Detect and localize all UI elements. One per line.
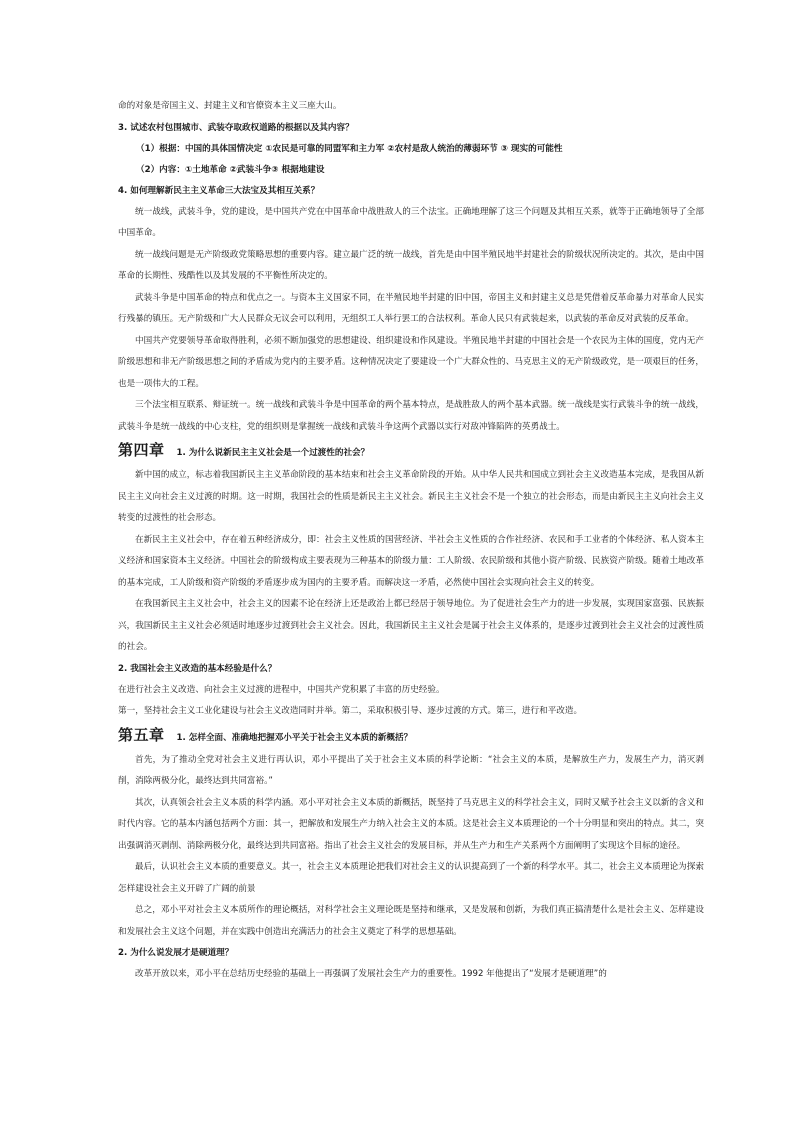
chapter-question: 1. 为什么说新民主主义社会是一个过渡性的社会？ xyxy=(176,448,370,458)
question-heading: 3. 试述农村包围城市、武装夺取政权道路的根据以及其内容？ xyxy=(118,122,354,133)
paragraph: 命的对象是帝国主义、封建主义和官僚资本主义三座大山。 xyxy=(118,101,342,111)
paragraph: 改革开放以来，邓小平在总结历史经验的基础上一再强调了发展社会生产力的重要性。1992 年他提出了“发展才是硬道理”的 xyxy=(135,969,607,979)
paragraph: 最后，认识社会主义本质的重要意义。其一，社会主义本质理论把我们对社会主义的认识提高到了一个新的科学水平。其二，社会主义本质理论为探索怎样建设社会主义开辟了广阔的前景 xyxy=(118,862,704,894)
chapter-heading xyxy=(118,723,704,750)
paragraph: 在我国新民主主义社会中，社会主义的因素不论在经济上还是政治上都已经居于领导地位。为了促进社会生产力的进一步发展，实现国家富强、民族振兴，我国新民主主义社会必须适时地逐步过渡到社会主义社会。因此，我国新民主主义社会是属于社会主义体系的，是逐步过渡到社会主义社会的过渡性质的社会。 xyxy=(118,599,704,652)
paragraph: 统一战线，武装斗争，党的建设，是中国共产党在中国革命中战胜敌人的三个法宝。正确地理解了这三个问题及其相互关系，就等于正确地领导了全部中国革命。 xyxy=(118,206,704,238)
question-heading: 2. 我国社会主义改造的基本经验是什么？ xyxy=(118,663,277,674)
paragraph: 在进行社会主义改造、向社会主义过渡的进程中，中国共产党积累了丰富的历史经验。 xyxy=(118,684,445,695)
chapter-question: 1. 怎样全面、准确地把握邓小平关于社会主义本质的新概括？ xyxy=(176,732,413,743)
question-heading: 4. 如何理解新民主主义革命三大法宝及其相互关系？ xyxy=(118,185,320,196)
paragraph: 三个法宝相互联系、辩证统一。统一战线和武装斗争是中国革命的两个基本特点，是战胜敌人的两个基本武器。统一战线是实行武装斗争的统一战线，武装斗争是统一战线的中心支柱，党的组织则是掌握统一战线和武装斗争这两个武器以实行对敌冲锋陷阵的英勇战士。 xyxy=(118,400,704,432)
paragraph: 在新民主主义社会中，存在着五种经济成分，即：社会主义性质的国营经济、半社会主义性质的合作社经济、农民和手工业者的个体经济、私人资本主义经济和国家资本主义经济。中国社会的阶级构成主要表现为三种基本的阶级力量：工人阶级、农民阶级和其他小资产阶级、民族资产阶级。随着土地改革的基本完成，工人阶级和资产阶级的矛盾逐步成为国内的主要矛盾。而解决这一矛盾，必然使中国社会实现向社会主义的转变。 xyxy=(118,534,704,588)
chapter-heading xyxy=(118,438,704,465)
paragraph: 首先，为了推动全党对社会主义进行再认识，邓小平提出了关于社会主义本质的科学论断：“社会主义的本质，是解放生产力，发展生产力，消灭剥削，消除两极分化，最终达到共同富裕。” xyxy=(118,754,704,786)
question-heading: 2. 为什么说发展才是硬道理？ xyxy=(118,948,234,958)
document-page xyxy=(118,96,704,986)
chapter-number: 第五章 xyxy=(118,725,165,744)
paragraph: 中国共产党要领导革命取得胜利，必须不断加强党的思想建设、组织建设和作风建设。半殖民地半封建的中国社会是一个农民为主体的国度，党内无产阶级思想和非无产阶级思想之间的矛盾成为党内的主要矛盾。这种情况决定了要建设一个广大群众性的、马克思主义的无产阶级政党，是一项艰巨的任务，也是一项伟大的工程。 xyxy=(118,335,704,389)
paragraph: 统一战线问题是无产阶级政党策略思想的重要内容。建立最广泛的统一战线，首先是由中国半殖民地半封建社会的阶级状况所决定的。其次，是由中国革命的长期性、残酷性以及其发展的不平衡性所决定的。 xyxy=(118,249,704,281)
paragraph: 新中国的成立，标志着我国新民主主义革命阶段的基本结束和社会主义革命阶段的开始。从中华人民共和国成立到社会主义改造基本完成，是我国从新民主主义向社会主义过渡的时期。这一时期，我国社会的性质是新民主主义社会。新民主主义社会不是一个独立的社会形态，而是由新民主主义向社会主义转变的过渡性的社会形态。 xyxy=(118,470,704,523)
point-line: （2）内容：①土地革命 ②武装斗争③ 根据地建设 xyxy=(136,164,325,175)
paragraph: 武装斗争是中国革命的特点和优点之一。与资本主义国家不同，在半殖民地半封建的旧中国，帝国主义和封建主义总是凭借着反革命暴力对革命人民实行残暴的镇压。无产阶级和广大人民群众无议会可以利用，无组织工人举行罢工的合法权利。革命人民只有武装起来，以武装的革命反对武装的反革命。 xyxy=(118,292,704,324)
chapter-number: 第四章 xyxy=(118,441,165,459)
paragraph: 其次，认真领会社会主义本质的科学内涵。邓小平对社会主义本质的新概括，既坚持了马克思主义的科学社会主义，同时又赋予社会主义以新的含义和时代内容。它的基本内涵包括两个方面：其一，把解放和发展生产力纳入社会主义的本质。这是社会主义本质理论的一个十分明显和突出的特点。其二，突出强调消灭剥削、消除两极分化，最终达到共同富裕。指出了社会主义社会的发展目标，并从生产力和生产关系两个方面阐明了实现这个目标的途径。 xyxy=(118,797,704,851)
point-line: （1）根据：中国的具体国情决定 ①农民是可靠的同盟军和主力军 ②农村是敌人统治的薄弱环节 ③ 现实的可能性 xyxy=(136,143,563,154)
paragraph: 总之，邓小平对社会主义本质所作的理论概括，对科学社会主义理论既是坚持和继承，又是发展和创新，为我们真正搞清楚什么是社会主义、怎样建设和发展社会主义这个问题，并在实践中创造出充满活力的社会主义奠定了科学的思想基础。 xyxy=(118,905,704,937)
paragraph: 第一，坚持社会主义工业化建设与社会主义改造同时并举。第二，采取积极引导、逐步过渡的方式。第三，进行和平改造。 xyxy=(118,706,583,716)
